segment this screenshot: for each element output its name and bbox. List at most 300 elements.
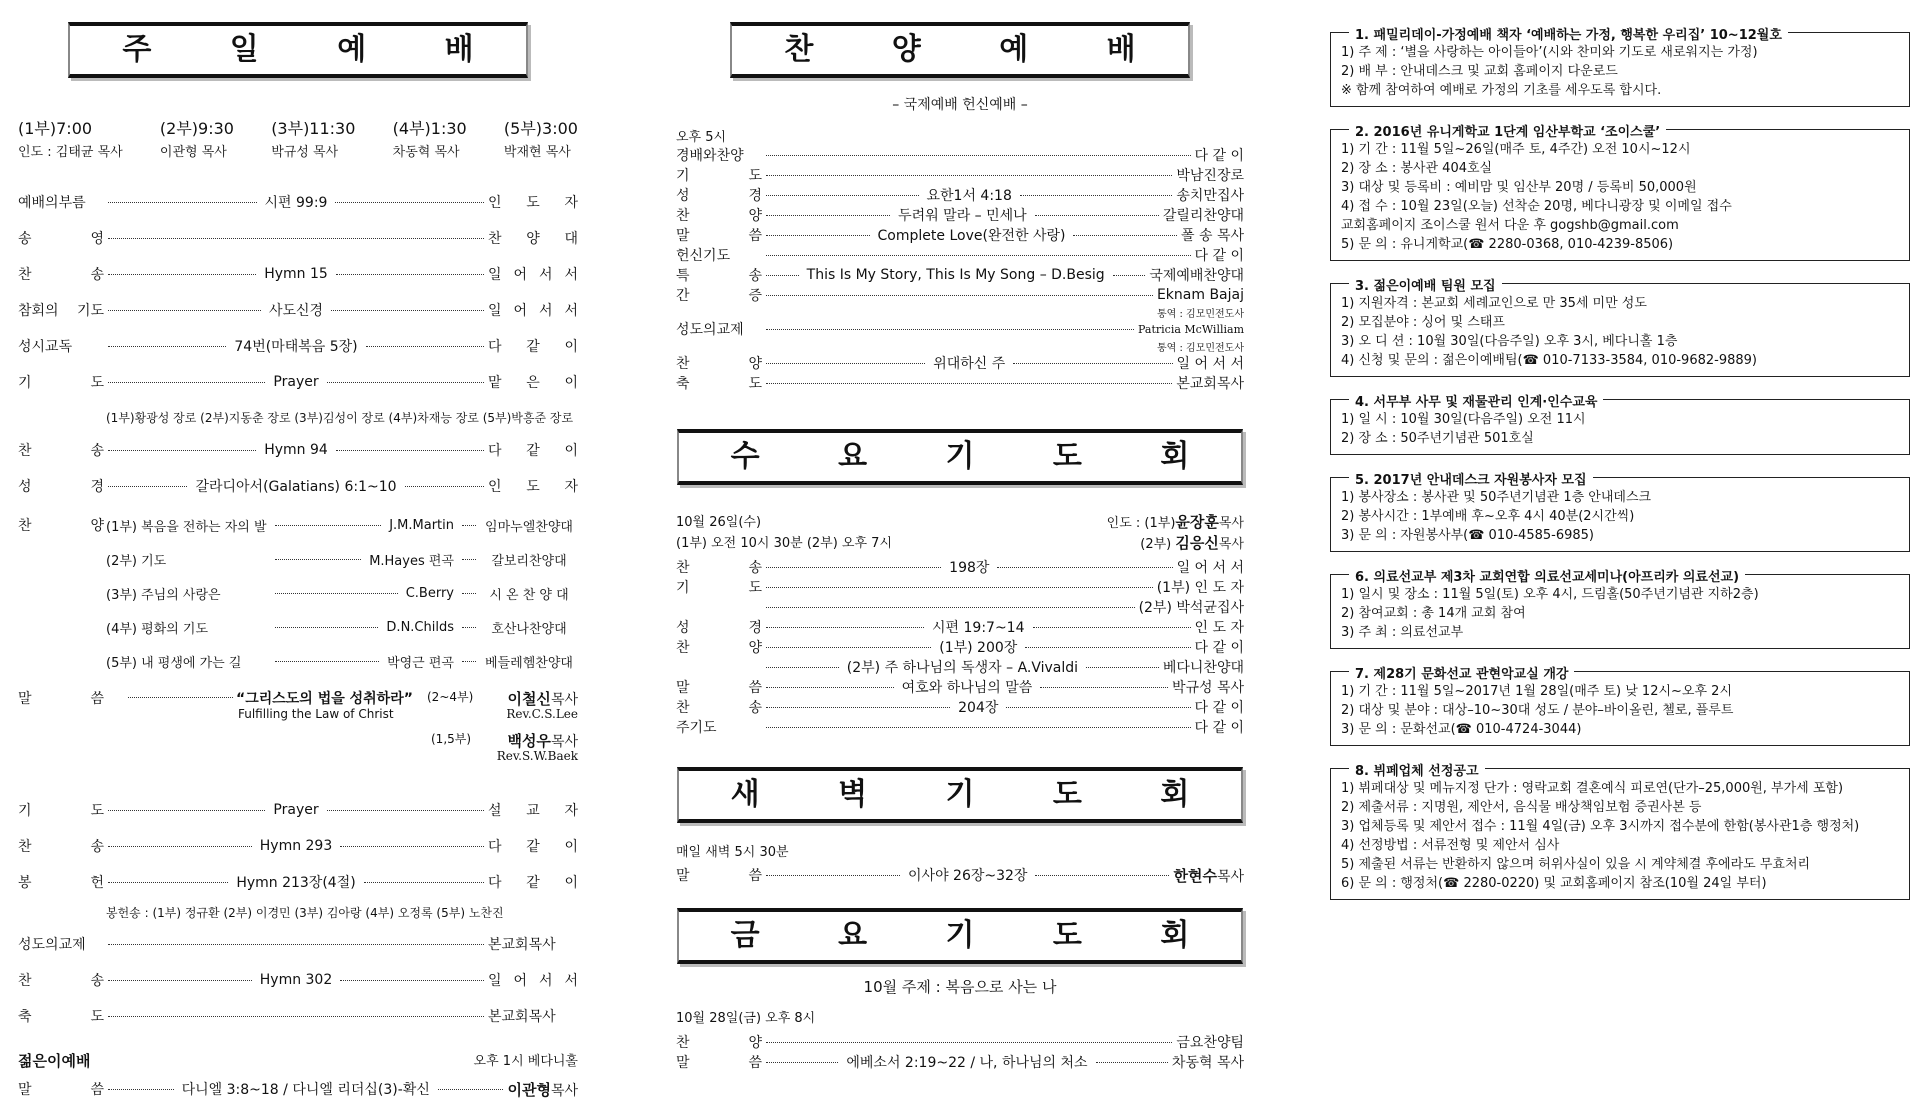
order-row	[676, 225, 1244, 245]
sermon-block	[18, 688, 578, 792]
leader-dots	[766, 627, 924, 628]
leader-suffix: 목사	[1218, 516, 1244, 531]
leader-dots	[340, 980, 484, 981]
order-row	[676, 557, 1244, 577]
order-person: 다 같 이	[1194, 700, 1245, 716]
order-row	[18, 364, 578, 400]
notice-line: 3) 주 최 : 의료선교부	[1341, 625, 1464, 640]
choir-row	[18, 508, 578, 542]
order-person: 베다니찬양대	[1162, 660, 1244, 676]
notice-line: 2) 배 부 : 안내데스크 및 교회 홈페이지 다운로드	[1341, 64, 1618, 79]
order-content: Hymn 213장(4절)	[236, 875, 356, 891]
order-person: 금요찬양팀	[1176, 1035, 1244, 1051]
order-person: 인 도 자	[1194, 620, 1244, 636]
order-content: 갈라디아서(Galatians) 6:1~10	[195, 479, 397, 495]
leader-dots	[438, 1089, 504, 1090]
leader-dots	[766, 1042, 1172, 1043]
pastor-name: 이철신	[507, 690, 551, 708]
order-label: 성도의교제	[676, 322, 744, 338]
order-content: This Is My Story, This Is My Song – D.Besig	[806, 267, 1105, 283]
notice-line: 2) 제출서류 : 지명원, 제안서, 음식물 배상책임보험 증권사본 등	[1341, 800, 1702, 815]
service-time: (1부)7:00	[18, 119, 93, 138]
order-label: 찬 송	[18, 267, 104, 283]
order-content: 사도신경	[268, 303, 324, 319]
leader-dots	[275, 525, 381, 526]
choir-name: 시 온 찬 양 대	[489, 587, 569, 603]
order-row	[18, 256, 578, 292]
leader-dots	[327, 382, 484, 383]
order-row	[18, 468, 578, 504]
order-label: 말 씀	[676, 680, 762, 696]
leader-dots	[766, 667, 839, 668]
order-label: 축 도	[676, 376, 762, 392]
pastor-name: 이관형	[507, 1080, 551, 1099]
leader-dots	[766, 175, 1172, 176]
choir-name: 갈보리찬양대	[491, 553, 567, 569]
notice-box	[1330, 125, 1910, 261]
leader-dots	[1073, 235, 1177, 236]
order-label: 말 씀	[676, 228, 762, 244]
leader-dots	[275, 627, 378, 628]
leader-dots	[1020, 195, 1173, 196]
fellowship-row	[676, 319, 1244, 339]
choir-composer: 박영근 편곡	[387, 655, 454, 671]
order-content: (1부) 200장	[939, 640, 1018, 656]
leader-dots	[1096, 1062, 1168, 1063]
notice-line: 1) 뷔페대상 및 메뉴지정 단가 : 영락교회 결혼예식 피로연(단가–25,000원, 부가세 포함)	[1341, 781, 1844, 796]
service-time: (2부)9:30	[159, 119, 234, 138]
order-content: Hymn 94	[264, 442, 328, 458]
order-row	[676, 285, 1244, 305]
notice-line: 5) 문 의 : 유니게학교(☎ 2280-0368, 010-4239-8506)	[1341, 237, 1674, 252]
sermon-pastor-2	[507, 730, 578, 751]
order-row	[676, 373, 1244, 393]
order-label: 찬 송	[18, 443, 104, 459]
leader-dots	[766, 255, 1191, 256]
order-content: Prayer	[273, 374, 319, 390]
order-label: 헌신기도	[676, 248, 731, 264]
order-person: 다 같 이	[1194, 640, 1245, 656]
interpreter-1: 통역 : 김모민전도사	[1156, 309, 1244, 320]
leader-dots	[766, 707, 950, 708]
leader-dots	[108, 944, 484, 945]
notice-title: 6. 의료선교부 제3차 교회연합 의료선교세미나(아프리카 의료선교)	[1349, 566, 1745, 585]
leader-dots	[766, 1062, 838, 1063]
order-row	[18, 864, 578, 900]
order-row	[18, 184, 578, 220]
sermon-title: “그리스도의 법을 성취하라”	[233, 688, 416, 708]
sermon-pastor-1	[507, 688, 578, 709]
order-label: 기 도	[676, 580, 762, 596]
sermon-rev-1: Rev.C.S.Lee	[506, 707, 578, 721]
order-label: 성시교독	[18, 339, 73, 355]
sunday-title-box	[18, 22, 578, 78]
order-content: Prayer	[273, 802, 319, 818]
order-person: 다 같 이	[488, 839, 578, 855]
order-person: 인 도 자	[488, 479, 578, 495]
order-person: 다 같 이	[488, 443, 578, 459]
order-person: 다 같 이	[488, 875, 578, 891]
order-person: 맡 은 이	[488, 375, 578, 391]
leader-dots	[108, 310, 261, 311]
wednesday-title: 수 요 기 도 회	[677, 429, 1244, 485]
order-content: Hymn 15	[264, 266, 328, 282]
notice-line: 1) 일시 및 장소 : 11월 5일(토) 오후 4시, 드림홀(50주년기념관 지하2층)	[1341, 587, 1759, 602]
wednesday-leader-1	[1107, 511, 1244, 532]
leader-dots	[462, 525, 476, 526]
order-content: Complete Love(완전한 사랑)	[877, 228, 1066, 244]
order-row	[676, 205, 1244, 225]
friday-title: 금 요 기 도 회	[677, 908, 1244, 964]
notice-line: 6) 문 의 : 행정처(☎ 2280-0220) 및 교회홈페이지 참조(10월 24일 부터)	[1341, 876, 1767, 891]
leader-dots	[366, 346, 484, 347]
order-content: 이사야 26장~32장	[908, 868, 1028, 884]
choir-composer: D.N.Childs	[386, 619, 454, 635]
order-label: 성 경	[676, 620, 762, 636]
sermon-part-2: (1,5부)	[431, 732, 472, 746]
order-row	[676, 1052, 1244, 1072]
leader-dots	[766, 687, 894, 688]
order-row	[18, 828, 578, 864]
order-label: 기 도	[18, 803, 104, 819]
leader-dots	[275, 559, 361, 560]
order-person: (2부) 박석균집사	[1138, 600, 1244, 616]
notice-title: 5. 2017년 안내데스크 자원봉사자 모집	[1349, 469, 1593, 488]
notice-line: 2) 모집분야 : 싱어 및 스태프	[1341, 315, 1505, 330]
leader-dots	[766, 607, 1135, 608]
choir-composer: C.Berry	[405, 585, 454, 601]
order-person: Eknam Bajaj	[1156, 287, 1244, 303]
order-label: 간 증	[676, 288, 762, 304]
leader-dots	[462, 661, 476, 662]
choir-part: (1부) 복음을 전하는 자의 발	[106, 519, 267, 535]
order-label: 찬 송	[676, 560, 762, 576]
wednesday-time: (1부) 오전 10시 30분 (2부) 오후 7시	[676, 536, 893, 551]
choir-part: (5부) 내 평생에 가는 길	[106, 655, 242, 671]
leader-dots	[766, 647, 931, 648]
leader-dots	[108, 450, 256, 451]
order-label: 송 영	[18, 231, 104, 247]
order-row	[676, 1032, 1244, 1052]
leader-dots	[766, 235, 870, 236]
pastor-suffix: 목사	[550, 692, 578, 708]
order-row	[676, 617, 1244, 637]
order-person: 갈릴리찬양대	[1162, 208, 1245, 224]
order-content: 두려워 말라 – 민세나	[898, 208, 1027, 224]
notice-title: 7. 제28기 문화선교 관현악교실 개강	[1349, 663, 1574, 682]
leader-dots	[766, 275, 799, 276]
leader-dots	[766, 195, 919, 196]
order-label: 기 도	[676, 168, 762, 184]
notice-box	[1330, 570, 1910, 649]
young-adult-sermon	[18, 1071, 578, 1107]
sermon-part-1: (2~4부)	[427, 690, 474, 704]
leader-dots	[275, 661, 379, 662]
prayer-note: (1부)황광성 장로 (2부)지동춘 장로 (3부)김성이 장로 (4부)차재능 장로 (5부)박흥준 장로	[106, 410, 574, 425]
choir-name: 호산나찬양대	[491, 621, 567, 637]
order-row	[676, 717, 1244, 737]
pastor-suffix: 목사	[550, 734, 578, 750]
order-row	[676, 145, 1244, 165]
wednesday-order	[676, 557, 1244, 737]
notice-box	[1330, 28, 1910, 107]
order-person: 박규성 목사	[1171, 680, 1245, 696]
order-person: 일 어 서 서	[488, 303, 579, 319]
leader-dots	[766, 329, 1134, 330]
leader-dots	[462, 627, 476, 628]
notice-box	[1330, 764, 1910, 900]
notice-line: 1) 기 간 : 11월 5일~26일(매주 토, 4주간) 오전 10시~12시	[1341, 142, 1691, 157]
leader-dots	[462, 593, 476, 594]
wednesday-header	[676, 511, 1244, 532]
notice-title: 8. 뷔페업체 선정공고	[1349, 760, 1485, 779]
notice-line: 4) 선정방법 : 서류전형 및 제안서 심사	[1341, 838, 1560, 853]
order-content: 시편 99:9	[264, 195, 328, 211]
notice-title: 3. 젊은이예배 팀원 모집	[1349, 275, 1502, 294]
praise-title: 찬 양 예 배	[730, 22, 1189, 78]
leader-dots	[766, 363, 925, 364]
order-label: 찬 송	[676, 700, 762, 716]
order-content: 여호와 하나님의 말씀	[901, 680, 1033, 696]
notice-line: 2) 장 소 : 봉사관 404호실	[1341, 161, 1493, 176]
leader-dots	[108, 202, 257, 203]
dawn-title: 새 벽 기 도 회	[677, 767, 1244, 823]
notice-list	[1330, 28, 1910, 900]
order-content: 74번(마태복음 5장)	[234, 339, 358, 355]
wednesday-title-box	[676, 429, 1244, 485]
order-label: 특 송	[676, 268, 762, 284]
order-person: 다 같 이	[488, 339, 578, 355]
notice-box	[1330, 667, 1910, 746]
order-person: 국제예배찬양대	[1149, 268, 1244, 284]
order-row	[676, 265, 1244, 285]
leader-dots	[997, 567, 1172, 568]
order-label: 축 도	[18, 1009, 104, 1025]
praise-time: 오후 5시	[676, 130, 727, 145]
notice-line: 3) 문 의 : 문화선교(☎ 010-4724-3044)	[1341, 722, 1582, 737]
notice-box	[1330, 395, 1910, 455]
leader-dots	[275, 593, 398, 594]
sermon-rev-2: Rev.S.W.Baek	[496, 749, 578, 763]
wednesday-header-2	[676, 532, 1244, 553]
order-content: 시편 19:7~14	[932, 620, 1025, 636]
order-person: 폴 송 목사	[1181, 228, 1244, 244]
order-label: 말 씀	[676, 868, 762, 884]
order-content: 다니엘 3:8~18 / 다니엘 리더십(3)-확신	[181, 1082, 430, 1098]
order-label: 성 경	[18, 479, 104, 495]
order-row	[18, 220, 578, 256]
notice-line: 2) 참여교회 : 총 14개 교회 참여	[1341, 606, 1526, 621]
service-time-3	[271, 116, 355, 160]
order-row	[676, 597, 1244, 617]
notice-box	[1330, 279, 1910, 377]
service-time: (4부)1:30	[392, 119, 467, 138]
friday-theme: 10월 주제 : 복음으로 사는 나	[863, 978, 1057, 996]
notice-line: 3) 문 의 : 자원봉사부(☎ 010-4585-6985)	[1341, 528, 1594, 543]
leader-dots	[108, 980, 252, 981]
leader-dots	[108, 238, 484, 239]
leader-dots	[108, 810, 265, 811]
order-label: 주기도	[676, 720, 717, 736]
order-row	[18, 292, 578, 328]
friday-date: 10월 28일(금) 오후 8시	[676, 1011, 816, 1026]
friday-title-box	[676, 908, 1244, 964]
order-row	[18, 792, 578, 828]
leader-dots	[1040, 687, 1168, 688]
praise-order	[676, 145, 1244, 305]
notice-line: 교회홈페이지 조이스쿨 원서 다운 후 gogshb@gmail.com	[1341, 218, 1679, 233]
leader-dots	[108, 346, 226, 347]
service-leader: 박규성 목사	[271, 145, 339, 160]
order-person: 다 같 이	[1194, 720, 1244, 736]
order-row	[676, 165, 1244, 185]
choir-row	[18, 644, 578, 678]
leader-name: 윤장훈	[1175, 513, 1219, 531]
leader-dots	[1025, 647, 1190, 648]
order-row	[18, 962, 578, 998]
notice-line: 1) 기 간 : 11월 5일~2017년 1월 28일(매주 토) 낮 12시~오후 2시	[1341, 684, 1733, 699]
order-content: 에베소서 2:19~22 / 나, 하나님의 처소	[846, 1055, 1088, 1071]
service-leader: 차동혁 목사	[392, 145, 460, 160]
leader-dots	[331, 310, 484, 311]
leader-label: 인도 : (1부)	[1106, 516, 1176, 531]
choir-row	[18, 542, 578, 576]
order-content: 198장	[949, 560, 990, 576]
leader-dots	[108, 274, 256, 275]
leader-dots	[1086, 667, 1159, 668]
notice-line: 1) 일 시 : 10월 30일(다음주일) 오전 11시	[1341, 412, 1586, 427]
sunday-column	[18, 0, 578, 1107]
leader-dots	[1013, 363, 1172, 364]
service-time: (3부)11:30	[271, 119, 356, 138]
order-label: 성 경	[676, 188, 762, 204]
order-row	[676, 353, 1244, 373]
leader-dots	[1033, 627, 1191, 628]
leader-dots	[1113, 275, 1146, 276]
notice-box	[1330, 473, 1910, 552]
order-person: 송치만집사	[1176, 188, 1244, 204]
offering-note: 봉헌송 : (1부) 정규환 (2부) 이경민 (3부) 김아랑 (4부) 오정록 (5부) 노찬진	[106, 905, 504, 920]
order-row	[676, 637, 1244, 657]
order-label: 말 씀	[676, 1055, 762, 1071]
choir-composer: M.Hayes 편곡	[369, 553, 454, 569]
order-content: Hymn 302	[259, 972, 333, 988]
order-content: 요한1서 4:18	[926, 188, 1012, 204]
order-label: 찬 양	[676, 208, 762, 224]
young-adult-header	[18, 1050, 578, 1071]
order-person: 다 같 이	[1194, 148, 1244, 164]
choir-list	[18, 508, 578, 678]
order-person: 본교회목사	[1176, 376, 1244, 392]
notice-line: 5) 제출된 서류는 반환하지 않으며 허위사실이 있을 시 계약체결 후에라도 무효처리	[1341, 857, 1811, 872]
order-label: 찬 양	[676, 356, 762, 372]
notice-line: ※ 함께 참여하여 예배로 가정의 기초를 세우도록 합시다.	[1341, 83, 1662, 98]
order-label: 예배의부름	[18, 195, 86, 211]
order-person: 본교회목사	[488, 1009, 556, 1025]
dawn-sermon	[676, 860, 1244, 890]
leader-dots	[108, 846, 252, 847]
order-row	[18, 998, 578, 1034]
order-content: 위대하신 주	[933, 356, 1006, 372]
order-label: 기 도	[18, 375, 104, 391]
choir-row	[18, 576, 578, 610]
leader-dots	[364, 882, 484, 883]
order-row	[676, 677, 1244, 697]
young-adult-time: 오후 1시 베다니홀	[473, 1054, 578, 1069]
order-label: 찬 송	[18, 839, 104, 855]
wednesday-leader-2	[1140, 532, 1244, 553]
leader-dots	[1006, 707, 1190, 708]
leader-dots	[108, 1016, 484, 1017]
leader-dots	[766, 215, 890, 216]
order-person: 설 교 자	[488, 803, 578, 819]
leader-dots	[336, 274, 484, 275]
sunday-order	[18, 184, 578, 400]
dawn-time: 매일 새벽 5시 30분	[676, 845, 789, 860]
pastor-suffix: 목사	[550, 1082, 579, 1099]
evening-column	[676, 0, 1244, 1072]
notice-line: 4) 신청 및 문의 : 젊은이예배팀(☎ 010-7133-3584, 010-9682-9889)	[1341, 353, 1757, 368]
service-times	[18, 116, 578, 160]
order-row	[676, 697, 1244, 717]
choir-part: (2부) 기도	[106, 553, 167, 569]
fellowship-speaker: Patricia McWilliam	[1138, 322, 1244, 336]
leader-dots	[108, 1089, 174, 1090]
leader-dots	[766, 295, 1153, 296]
service-time-2	[160, 116, 234, 160]
order-label: 경배와찬양	[676, 148, 744, 164]
service-time: (5부)3:00	[503, 119, 578, 138]
order-person: 일 어 서 서	[488, 973, 578, 989]
leader-dots	[1035, 875, 1169, 876]
notice-title: 2. 2016년 유니게학교 1단계 임산부학교 ‘조이스쿨’	[1349, 121, 1666, 140]
notice-line: 1) 봉사장소 : 봉사관 및 50주년기념관 1층 안내데스크	[1341, 490, 1652, 505]
order-row	[18, 328, 578, 364]
praise-title-box	[676, 22, 1244, 78]
order-person: 박남진장로	[1176, 168, 1244, 184]
leader-dots	[108, 486, 187, 487]
leader-dots	[108, 382, 265, 383]
service-time-4	[393, 116, 467, 160]
order-row	[18, 432, 578, 468]
young-adult-title: 젊은이예배	[18, 1052, 91, 1070]
choir-name: 임마누엘찬양대	[485, 519, 573, 535]
order-label: 봉 헌	[18, 875, 104, 891]
notice-line: 3) 업체등록 및 제안서 접수 : 11월 4일(금) 오후 3시까지 접수분에 한함(봉사관1층 행정처)	[1341, 819, 1860, 834]
order-person: 일 어 서 서	[1176, 356, 1244, 372]
dawn-title-box	[676, 767, 1244, 823]
choir-part: (4부) 평화의 기도	[106, 621, 209, 637]
choir-composer: J.M.Martin	[389, 517, 454, 533]
leader-label: (2부)	[1140, 537, 1172, 552]
notice-line: 3) 대상 및 등록비 : 예비맘 및 임산부 20명 / 등록비 50,000원	[1341, 180, 1697, 195]
order-content: Hymn 293	[259, 838, 333, 854]
pastor-suffix: 목사	[1216, 868, 1245, 885]
order-person: 인 도 자	[488, 195, 578, 211]
order-person: 본교회목사	[488, 937, 556, 953]
order-label: 참회의 기도	[18, 303, 104, 319]
order-person: 일 어 서 서	[488, 267, 578, 283]
friday-order	[676, 1032, 1244, 1072]
pastor-name: 백성우	[507, 732, 551, 750]
sermon-label: 말 씀	[18, 691, 104, 707]
order-content: (2부) 주 하나님의 독생자 – A.Vivaldi	[846, 660, 1079, 676]
pastor-name: 한현수	[1173, 866, 1217, 885]
order-row	[676, 577, 1244, 597]
order-person: (1부) 인 도 자	[1156, 580, 1244, 596]
interpreter-2: 통역 : 김모민전도사	[1156, 343, 1244, 354]
leader-dots	[766, 587, 1153, 588]
